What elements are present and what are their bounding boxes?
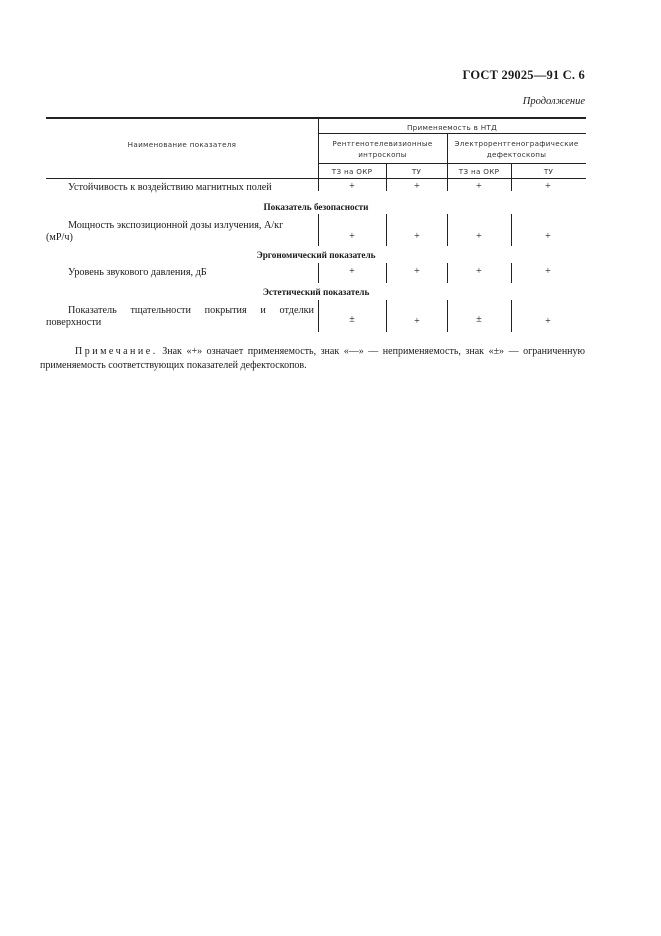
subcol-tz-1: ТЗ на ОКР xyxy=(331,167,373,176)
mark-cell: + xyxy=(414,231,420,242)
section-heading: Эстетический показатель xyxy=(262,287,370,297)
mark-cell: + xyxy=(545,316,551,327)
subcol-tz-2: ТЗ на ОКР xyxy=(458,167,500,176)
mark-cell: + xyxy=(545,181,551,192)
table-header-bottom-border xyxy=(46,178,586,179)
vline xyxy=(511,263,512,283)
mark-cell: + xyxy=(349,231,355,242)
vline xyxy=(447,263,448,283)
vline xyxy=(318,214,319,246)
subgroup-header-1 xyxy=(318,138,447,160)
row-name: Устойчивость к воздействию магнитных полей xyxy=(68,182,272,193)
vline xyxy=(447,300,448,332)
row-name-line-1: Мощность экспозиционной дозы излучения, А/кг xyxy=(68,220,284,231)
mark-cell: + xyxy=(414,266,420,277)
row-name-line-2: поверхности xyxy=(46,317,102,328)
vline xyxy=(318,300,319,332)
vline xyxy=(318,263,319,283)
note-text: Знак «+» означает применяемость, знак «—» — неприменяемость, знак «±» — ограниченную применяемость соответствующих показателей дефектоскопов. xyxy=(40,346,586,371)
section-heading: Эргономический показатель xyxy=(256,250,376,260)
mark-cell: + xyxy=(476,181,482,192)
row-name-line-2: (мР/ч) xyxy=(46,232,73,243)
vline xyxy=(511,214,512,246)
table-note xyxy=(40,345,585,373)
row-name: Уровень звукового давления, дБ xyxy=(68,267,207,278)
subgroup-1-line-2: интроскопы xyxy=(358,150,407,159)
section-heading: Показатель безопасности xyxy=(263,202,369,212)
subgroup-header-2 xyxy=(447,138,586,160)
subcol-tu-1: ТУ xyxy=(411,167,422,176)
continuation-label: Продолжение xyxy=(522,96,585,107)
document-header: ГОСТ 29025—91 С. 6 xyxy=(462,68,585,82)
mark-cell: ± xyxy=(476,314,482,325)
subgroup-2-line-2: дефектоскопы xyxy=(486,150,547,159)
mark-cell: + xyxy=(349,181,355,192)
mark-cell: + xyxy=(414,316,420,327)
subgroup-2-line-1: Электрорентгенографические xyxy=(454,139,579,148)
vline xyxy=(386,300,387,332)
mark-cell: + xyxy=(545,231,551,242)
row-name xyxy=(46,305,314,329)
vline xyxy=(511,300,512,332)
subgroup-1-line-1: Рентгенотелевизионные xyxy=(332,139,433,148)
subcol-tu-2: ТУ xyxy=(543,167,554,176)
mark-cell: + xyxy=(476,266,482,277)
mark-cell: + xyxy=(476,231,482,242)
vline xyxy=(386,214,387,246)
group-header-divider xyxy=(318,133,586,134)
col-name-header: Наименование показателя xyxy=(127,140,237,149)
row-name xyxy=(46,220,314,244)
vline xyxy=(447,214,448,246)
subgroup-divider xyxy=(318,163,586,164)
mark-cell: ± xyxy=(349,314,355,325)
row-name-line-1: Показатель тщательности покрытия и отделки xyxy=(68,305,314,316)
mark-cell: + xyxy=(414,181,420,192)
vline xyxy=(386,263,387,283)
mark-cell: + xyxy=(545,266,551,277)
note-label: Примечание. xyxy=(75,346,158,357)
table-top-border xyxy=(46,117,586,119)
group-header: Применяемость в НТД xyxy=(406,123,498,132)
mark-cell: + xyxy=(349,266,355,277)
